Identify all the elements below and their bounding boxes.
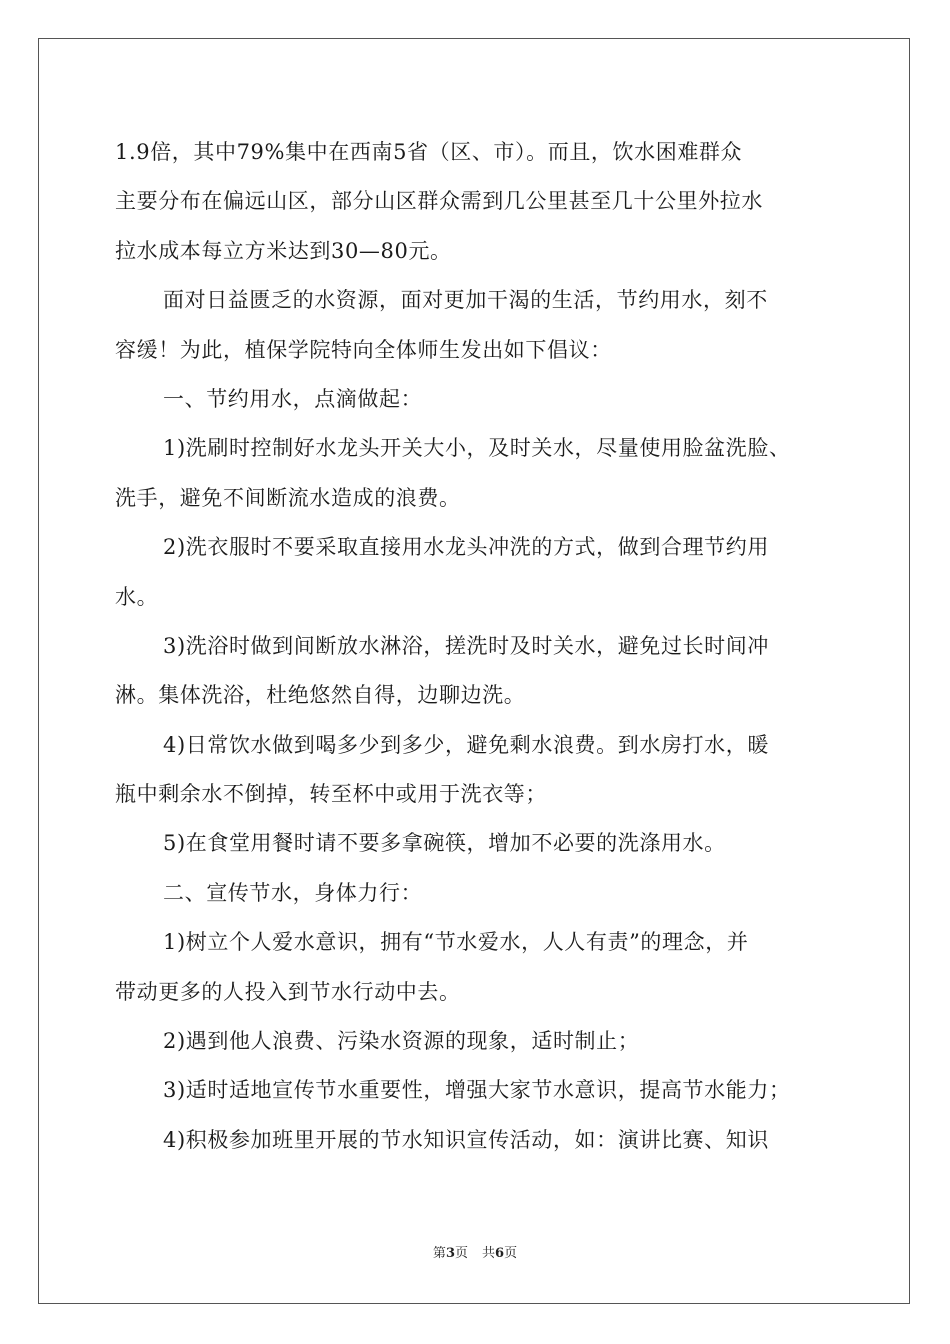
text-line: 淋。集体洗浴，杜绝悠然自得，边聊边洗。 bbox=[115, 683, 526, 708]
text-line: 4)日常饮水做到喝多少到多少，避免剩水浪费。到水房打水，暖 bbox=[163, 732, 769, 757]
text-line: 3)适时适地宣传节水重要性，增强大家节水意识，提高节水能力； bbox=[163, 1078, 791, 1103]
text-line: 4)积极参加班里开展的节水知识宣传活动，如：演讲比赛、知识 bbox=[163, 1127, 769, 1152]
text-line: 3)洗浴时做到间断放水淋浴，搓洗时及时关水，避免过长时间冲 bbox=[163, 633, 769, 658]
text-line: 水。 bbox=[115, 584, 159, 609]
text-line: 1)洗刷时控制好水龙头开关大小，及时关水，尽量使用脸盆洗脸、 bbox=[163, 436, 791, 461]
text-line: 2)遇到他人浪费、污染水资源的现象，适时制止； bbox=[163, 1029, 640, 1054]
total-pages-suffix: 页 bbox=[504, 1246, 518, 1261]
text-line: 面对日益匮乏的水资源，面对更加干渴的生活，节约用水，刻不 bbox=[163, 288, 768, 313]
text-line: 带动更多的人投入到节水行动中去。 bbox=[115, 979, 461, 1004]
page-number-suffix: 页 bbox=[454, 1246, 468, 1261]
text-line: 瓶中剩余水不倒掉，转至杯中或用于洗衣等； bbox=[115, 782, 547, 807]
text-line: 一、节约用水，点滴做起： bbox=[163, 386, 423, 411]
text-line: 主要分布在偏远山区，部分山区群众需到几公里甚至几十公里外拉水 bbox=[115, 189, 763, 214]
total-page-count: 6 bbox=[495, 1246, 505, 1261]
text-line: 5)在食堂用餐时请不要多拿碗筷，增加不必要的洗涤用水。 bbox=[163, 831, 726, 856]
page-footer bbox=[0, 1244, 950, 1264]
text-line: 拉水成本每立方米达到30—80元。 bbox=[115, 238, 452, 263]
text-line: 2)洗衣服时不要采取直接用水龙头冲洗的方式，做到合理节约用 bbox=[163, 535, 769, 560]
text-line: 1)树立个人爱水意识，拥有“节水爱水，人人有责”的理念，并 bbox=[163, 930, 749, 955]
document-body bbox=[115, 128, 835, 1165]
text-line: 容缓！为此，植保学院特向全体师生发出如下倡议： bbox=[115, 337, 612, 362]
page-number-prefix: 第 bbox=[432, 1246, 446, 1261]
text-line: 二、宣传节水，身体力行： bbox=[163, 880, 423, 905]
current-page-number: 3 bbox=[445, 1246, 455, 1261]
text-line: 1.9倍，其中79%集中在西南5省（区、市）。而且，饮水困难群众 bbox=[115, 140, 743, 164]
text-line: 洗手，避免不间断流水造成的浪费。 bbox=[115, 485, 461, 510]
total-pages-prefix: 共 bbox=[482, 1246, 496, 1261]
